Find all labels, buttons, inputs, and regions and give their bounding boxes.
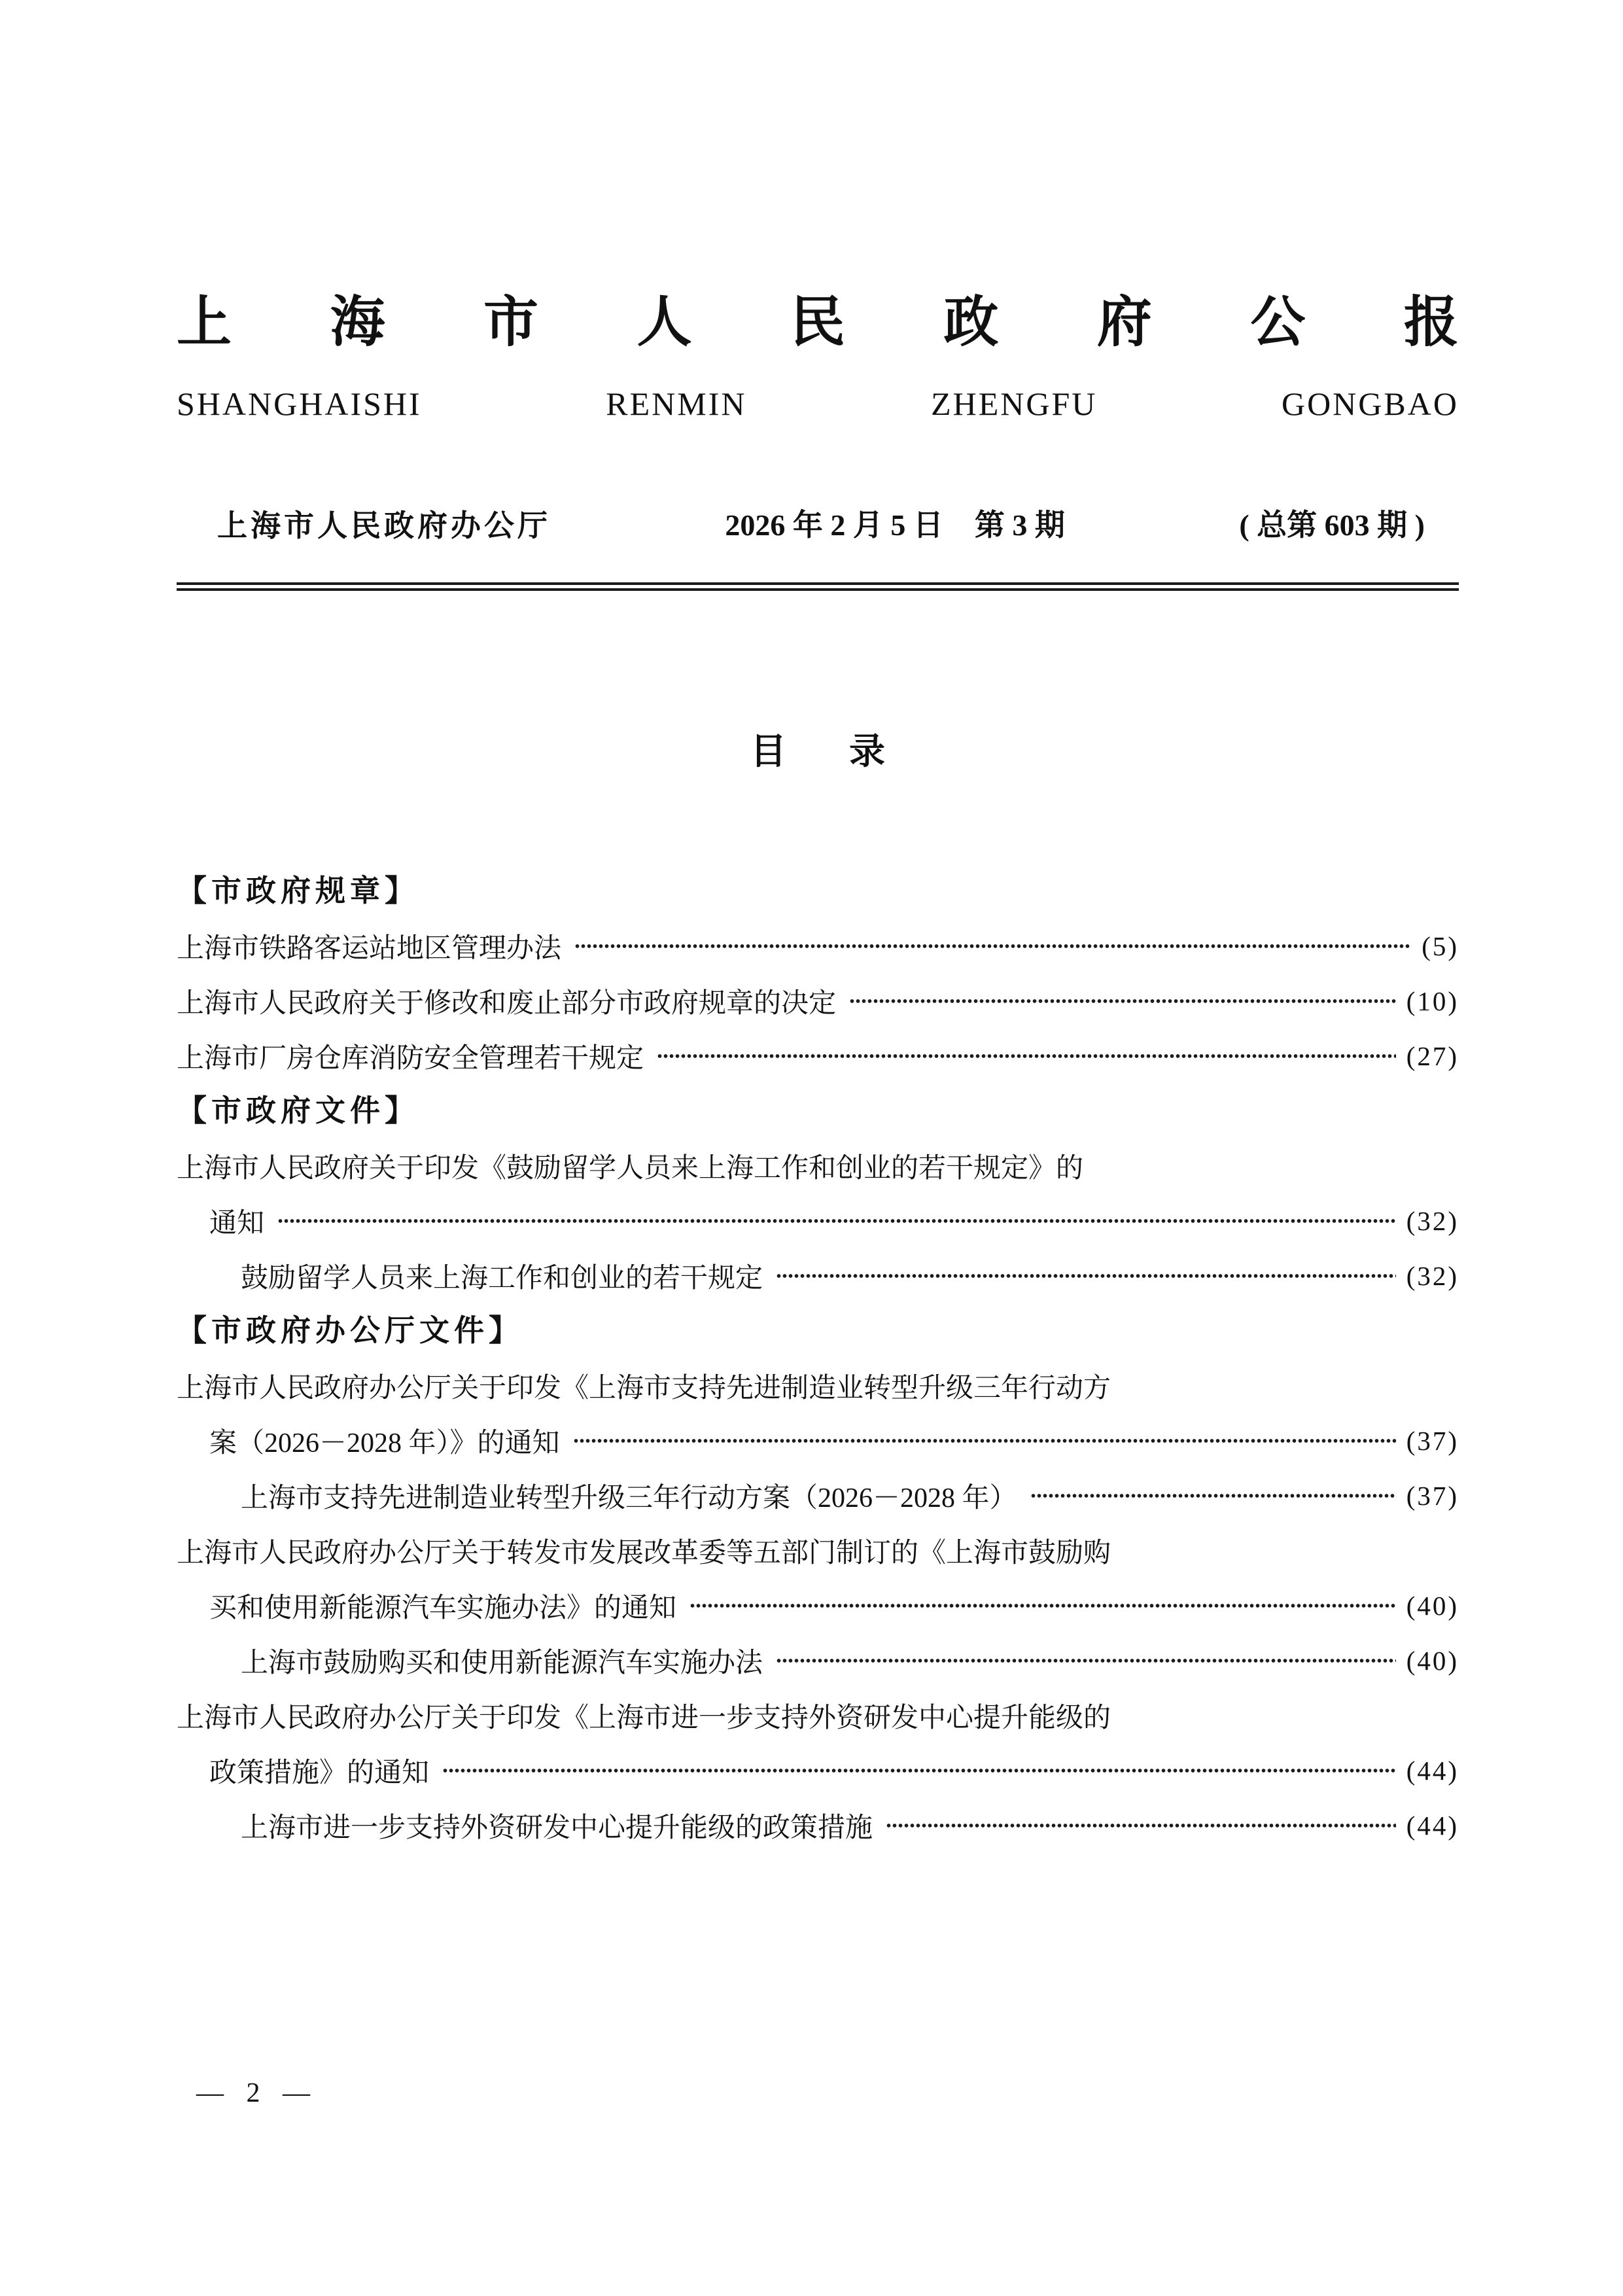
toc-entry-line <box>177 1633 1459 1688</box>
page-number: (37) <box>1406 1426 1459 1456</box>
page-number: (37) <box>1406 1481 1459 1511</box>
toc-entry-line <box>177 1139 1459 1193</box>
toc-entry-line <box>177 1358 1459 1413</box>
toc-entry-line <box>177 1798 1459 1853</box>
dot-leader <box>442 1743 1396 1798</box>
pinyin-word: RENMIN <box>606 385 747 422</box>
entry-text: 上海市人民政府关于印发《鼓励留学人员来上海工作和创业的若干规定》的 <box>177 1154 1084 1184</box>
toc-title-char: 目 <box>750 731 786 771</box>
entry-text: 政策措施》的通知 <box>209 1758 430 1788</box>
entry-text: 买和使用新能源汽车实施办法》的通知 <box>209 1593 677 1623</box>
header-double-rule <box>177 582 1459 591</box>
title-char: 市 <box>483 292 538 353</box>
toc-entry-line <box>177 1413 1459 1468</box>
toc-entry-line <box>177 974 1459 1029</box>
title-char: 报 <box>1403 292 1459 353</box>
issue-line <box>177 505 1459 546</box>
page-number: (44) <box>1406 1810 1459 1841</box>
toc-entry-line <box>177 1743 1459 1798</box>
entry-text: 通知 <box>209 1209 265 1239</box>
toc-title <box>177 732 1459 771</box>
toc-title-char: 录 <box>849 731 886 771</box>
issue-number: 第 3 期 <box>974 508 1065 542</box>
dot-leader <box>886 1798 1396 1853</box>
toc-entry-line <box>177 1193 1459 1248</box>
masthead <box>177 292 1459 422</box>
issuer-name: 上海市人民政府办公厅 <box>217 508 551 542</box>
toc-entry-line <box>177 1468 1459 1523</box>
entry-text: 上海市人民政府关于修改和废止部分市政府规章的决定 <box>177 989 837 1019</box>
entry-text: 上海市支持先进制造业转型升级三年行动方案（2026－2028 年） <box>241 1483 1017 1513</box>
entry-text: 上海市厂房仓库消防安全管理若干规定 <box>177 1044 644 1074</box>
dot-leader <box>573 1413 1396 1468</box>
page-number: (32) <box>1406 1206 1459 1236</box>
dot-leader <box>776 1633 1396 1688</box>
page-number: (5) <box>1422 931 1459 961</box>
issue-date-group <box>725 505 1065 546</box>
footer-page-number: — 2 — <box>196 2078 311 2108</box>
toc-entry-line <box>177 1578 1459 1633</box>
title-char: 海 <box>330 292 385 353</box>
title-char: 人 <box>637 292 692 353</box>
page-number: (40) <box>1406 1591 1459 1621</box>
section-heading: 【市政府规章】 <box>177 874 419 908</box>
entry-text: 鼓励留学人员来上海工作和创业的若干规定 <box>241 1263 763 1294</box>
title-char: 府 <box>1096 292 1152 353</box>
pinyin-word: GONGBAO <box>1281 385 1459 422</box>
dot-leader <box>657 1029 1396 1084</box>
section-heading: 【市政府办公厅文件】 <box>177 1314 523 1347</box>
toc-entry-line <box>177 1248 1459 1303</box>
toc-entry-line <box>177 1029 1459 1084</box>
page-number: (32) <box>1406 1261 1459 1291</box>
dot-leader <box>1030 1468 1396 1523</box>
entry-text: 上海市人民政府办公厅关于印发《上海市支持先进制造业转型升级三年行动方 <box>177 1373 1111 1404</box>
toc-entry-line <box>177 1523 1459 1578</box>
title-char: 公 <box>1250 292 1306 353</box>
dot-leader <box>776 1248 1396 1303</box>
entry-text: 上海市鼓励购买和使用新能源汽车实施办法 <box>241 1648 763 1678</box>
title-char: 民 <box>790 292 845 353</box>
page-number: (27) <box>1406 1041 1459 1071</box>
issue-date: 2026 年 2 月 5 日 <box>725 508 943 542</box>
entry-text: 上海市进一步支持外资研发中心提升能级的政策措施 <box>241 1813 873 1843</box>
masthead-title <box>177 292 1459 353</box>
toc-entry-line <box>177 919 1459 974</box>
toc-entry-line <box>177 1688 1459 1743</box>
entry-text: 案（2026－2028 年）》的通知 <box>209 1428 560 1458</box>
page-number: (10) <box>1406 986 1459 1016</box>
cumulative-issue-number: ( 总第 603 期 ) <box>1239 508 1425 542</box>
pinyin-word: ZHENGFU <box>931 385 1098 422</box>
title-char: 上 <box>177 292 232 353</box>
dot-leader <box>849 974 1396 1029</box>
section-heading: 【市政府文件】 <box>177 1094 419 1127</box>
entry-text: 上海市人民政府办公厅关于印发《上海市进一步支持外资研发中心提升能级的 <box>177 1703 1111 1733</box>
dot-leader <box>574 919 1411 974</box>
toc-list <box>177 864 1459 1853</box>
page-number: (40) <box>1406 1646 1459 1676</box>
dot-leader <box>277 1193 1396 1248</box>
title-char: 政 <box>943 292 999 353</box>
page-number: (44) <box>1406 1756 1459 1786</box>
entry-text: 上海市铁路客运站地区管理办法 <box>177 934 562 964</box>
pinyin-word: SHANGHAISHI <box>177 385 422 422</box>
masthead-pinyin <box>177 387 1459 420</box>
dot-leader <box>689 1578 1396 1633</box>
entry-text: 上海市人民政府办公厅关于转发市发展改革委等五部门制订的《上海市鼓励购 <box>177 1538 1111 1568</box>
